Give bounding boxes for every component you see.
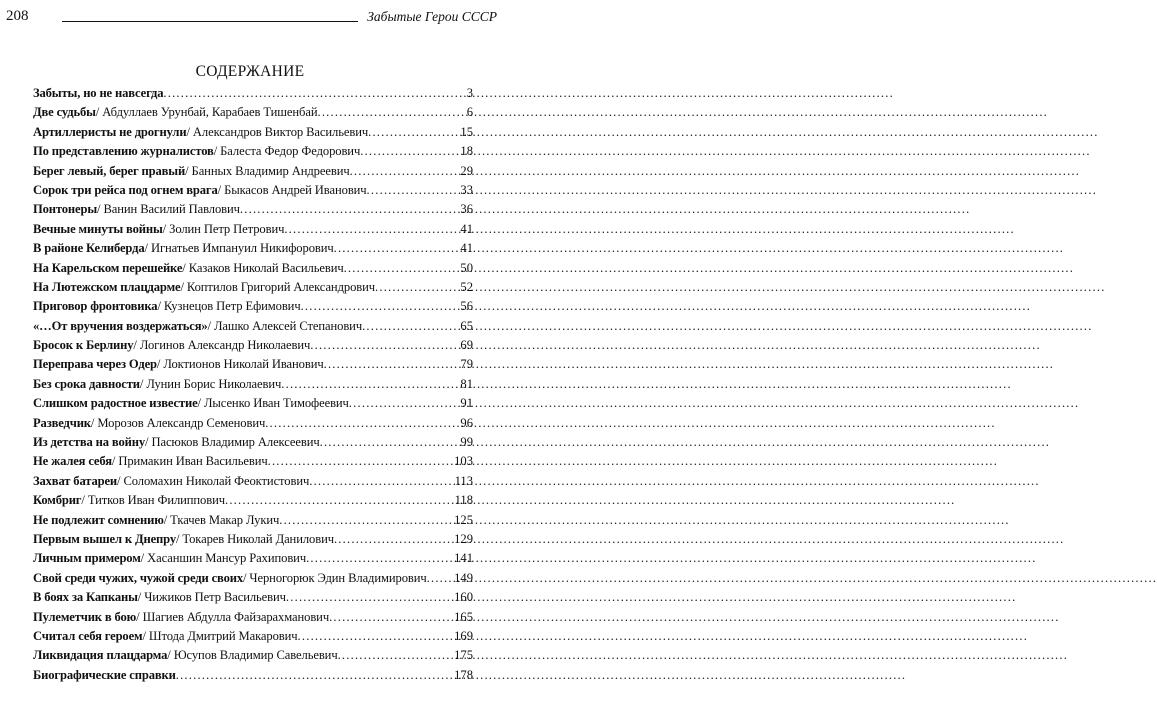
- toc-entry-text: [33, 181, 367, 200]
- toc-entry-author: / Ткачев Макар Лукич: [163, 512, 280, 527]
- toc-entry-author: / Лашко Алексей Степанович: [207, 318, 363, 333]
- toc-entry-text: [33, 627, 298, 646]
- toc-entry-author: / Штода Дмитрий Макарович: [142, 628, 298, 643]
- toc-entry[interactable]: [33, 181, 473, 200]
- toc-entry[interactable]: [33, 200, 473, 219]
- dot-leader: [163, 84, 465, 103]
- toc-entry[interactable]: [33, 549, 473, 568]
- toc-entry[interactable]: [33, 336, 473, 355]
- dot-leader: [320, 433, 460, 452]
- toc-entry[interactable]: [33, 220, 473, 239]
- toc-entry-text: [33, 103, 317, 122]
- toc-entry-page: 33: [460, 182, 473, 197]
- dot-leader: [350, 162, 460, 181]
- toc-entry-title: Личным примером: [33, 551, 141, 566]
- toc-entry[interactable]: [33, 608, 473, 627]
- toc-entry[interactable]: [33, 103, 473, 122]
- toc-entry-title: В районе Келиберда: [33, 241, 145, 256]
- toc-entry-text: [33, 472, 309, 491]
- toc-entry-page: 65: [460, 318, 473, 333]
- toc-entry-title: Вечные минуты войны: [33, 221, 163, 236]
- toc-entry-title: Переправа через Одер: [33, 357, 157, 372]
- toc-entry-text: [33, 259, 344, 278]
- toc-entry-title: «…От вручения воздержаться»: [33, 318, 208, 333]
- toc-entry-author: / Абдуллаев Урунбай, Карабаев Тишенбай: [95, 105, 318, 120]
- toc-entry-text: [33, 433, 320, 452]
- toc-entry-author: / Локтионов Николай Иванович: [156, 357, 324, 372]
- toc-entry-author: / Черногорюк Эдин Владимирович: [242, 570, 427, 585]
- toc-entry-author: / Чижиков Петр Васильевич: [137, 590, 286, 605]
- toc-entry-author: / Соломахин Николай Феоктистович: [117, 473, 310, 488]
- header-rule: [62, 21, 358, 22]
- toc-entry-text: [33, 666, 176, 685]
- dot-leader: [324, 355, 460, 374]
- toc-entry-title: Считал себя героем: [33, 628, 143, 643]
- toc-entry[interactable]: [33, 162, 473, 181]
- toc-entry[interactable]: [33, 297, 473, 316]
- toc-entry-title: Разведчик: [33, 415, 91, 430]
- toc-entry-text: [33, 278, 375, 297]
- toc-entry-text: [33, 220, 284, 239]
- toc-entry-page: 165: [454, 609, 473, 624]
- toc-entry-page: 15: [460, 124, 473, 139]
- toc-entry[interactable]: [33, 414, 473, 433]
- toc-entry[interactable]: [33, 355, 473, 374]
- toc-entry-text: [33, 317, 362, 336]
- toc-entry-author: / Морозов Александр Семенович: [90, 415, 266, 430]
- dot-leader: [334, 239, 460, 258]
- toc-entry[interactable]: [33, 259, 473, 278]
- toc-entry-page: 18: [460, 144, 473, 159]
- toc-entry-title: На Лютежском плацдарме: [33, 279, 181, 294]
- toc-entry-title: Приговор фронтовика: [33, 299, 158, 314]
- toc-entry-title: Без срока давности: [33, 376, 140, 391]
- toc-entry-page: 125: [454, 512, 473, 527]
- toc-entry[interactable]: [33, 452, 473, 471]
- dot-leader: [298, 627, 454, 646]
- dot-leader: [375, 278, 459, 297]
- toc-entry-page: 52: [460, 279, 473, 294]
- toc-entry-author: / Логинов Александр Николаевич: [133, 338, 311, 353]
- toc-entry-page: 56: [460, 299, 473, 314]
- toc-entry-title: Пулеметчик в бою: [33, 609, 137, 624]
- toc-entry[interactable]: [33, 530, 473, 549]
- toc-entry-title: Первым вышел к Днепру: [33, 531, 176, 546]
- toc-entry-text: [33, 297, 301, 316]
- toc-entry-text: [33, 394, 349, 413]
- toc-entry-author: / Юсупов Владимир Савельевич: [167, 648, 338, 663]
- toc-entry-page: 96: [460, 415, 473, 430]
- toc-entry-page: 3: [466, 86, 473, 100]
- toc-entry-author: / Токарев Николай Данилович: [175, 531, 334, 546]
- running-title: Забытые Герои СССР: [367, 9, 497, 24]
- toc-entry-page: 29: [460, 163, 473, 178]
- toc-list: [33, 84, 473, 685]
- toc-entry-author: / Банных Владимир Андреевич: [185, 163, 350, 178]
- toc-entry[interactable]: [33, 394, 473, 413]
- toc-entry[interactable]: [33, 142, 473, 161]
- dot-leader: [301, 297, 460, 316]
- dot-leader: [329, 608, 453, 627]
- toc-entry-page: 141: [454, 551, 473, 566]
- dot-leader: [362, 317, 459, 336]
- toc-entry-page: 69: [460, 338, 473, 353]
- dot-leader: [427, 569, 453, 588]
- toc-entry-page: 50: [460, 260, 473, 275]
- toc-entry-title: Две судьбы: [33, 105, 96, 120]
- toc-entry-text: [33, 239, 334, 258]
- toc-entry-text: [33, 84, 163, 103]
- toc-entry-author: / Лунин Борис Николаевич: [139, 376, 282, 391]
- toc-entry-text: [33, 200, 240, 219]
- toc-entry[interactable]: [33, 666, 473, 685]
- dot-leader: [309, 472, 453, 491]
- toc-entry-text: [33, 608, 329, 627]
- toc-entry-title: На Карельском перешейке: [33, 260, 183, 275]
- toc-entry-page: 118: [454, 493, 473, 508]
- toc-entry-title: Артиллеристы не дрогнули: [33, 124, 187, 139]
- toc-entry[interactable]: [33, 123, 473, 142]
- toc-entry-text: [33, 588, 286, 607]
- toc-entry-title: Комбриг: [33, 493, 82, 508]
- toc-entry-title: Понтонеры: [33, 202, 97, 217]
- toc-entry-author: / Пасюков Владимир Алексеевич: [145, 435, 320, 450]
- toc-entry-title: Ликвидация плацдарма: [33, 648, 168, 663]
- toc-entry-page: 41: [460, 221, 473, 236]
- toc-entry[interactable]: [33, 433, 473, 452]
- toc-entry-text: [33, 646, 338, 665]
- toc-entry-author: / Балеста Федор Федорович: [213, 144, 361, 159]
- toc-entry-page: 41: [460, 241, 473, 256]
- toc-entry-author: / Быкасов Андрей Иванович: [217, 182, 367, 197]
- toc-entry-title: Слишком радостное известие: [33, 396, 198, 411]
- toc-entry-page: 91: [460, 396, 473, 411]
- toc-entry[interactable]: [33, 569, 473, 588]
- toc-entry-author: / Золин Петр Петрович: [162, 221, 285, 236]
- toc-entry[interactable]: [33, 239, 473, 258]
- toc-entry-text: [33, 511, 279, 530]
- toc-entry[interactable]: [33, 627, 473, 646]
- dot-leader: [349, 394, 460, 413]
- page-header: [0, 0, 500, 40]
- toc-entry-author: / Шагиев Абдулла Файзарахманович: [136, 609, 330, 624]
- toc-entry-title: Забыты, но не навсегда: [33, 86, 164, 100]
- dot-leader: [176, 666, 453, 685]
- toc-entry-text: [33, 452, 268, 471]
- toc-entry-text: [33, 162, 350, 181]
- dot-leader: [334, 530, 453, 549]
- toc-entry[interactable]: [33, 375, 473, 394]
- toc-entry[interactable]: [33, 646, 473, 665]
- dot-leader: [240, 200, 460, 219]
- toc-entry-title: Биографические справки: [33, 667, 176, 682]
- toc-entry-text: [33, 491, 225, 510]
- toc-entry-author: / Лысенко Иван Тимофеевич: [197, 396, 349, 411]
- toc-entry-page: 6: [466, 105, 473, 120]
- dot-leader: [268, 452, 454, 471]
- dot-leader: [281, 375, 459, 394]
- toc-entry-text: [33, 530, 334, 549]
- toc-heading: СОДЕРЖАНИЕ: [195, 63, 305, 80]
- toc-entry-author: / Хасаншин Мансур Рахипович: [140, 551, 307, 566]
- toc-entry-text: [33, 336, 310, 355]
- toc-entry-title: Сорок три рейса под огнем врага: [33, 182, 218, 197]
- toc-entry-author: / Александров Виктор Васильевич: [186, 124, 369, 139]
- toc-entry-title: Бросок к Берлину: [33, 338, 134, 353]
- toc-entry-page: 103: [454, 454, 473, 469]
- dot-leader: [310, 336, 459, 355]
- toc-entry-page: 36: [460, 202, 473, 217]
- toc-entry-author: / Примакин Иван Васильевич: [111, 454, 268, 469]
- dot-leader: [367, 181, 460, 200]
- toc-entry-author: / Игнатьев Импануил Никифорович: [144, 241, 334, 256]
- toc-entry-title: Свой среди чужих, чужой среди своих: [33, 570, 243, 585]
- dot-leader: [279, 511, 453, 530]
- dot-leader: [360, 142, 459, 161]
- toc-entry-title: Не жалея себя: [33, 454, 112, 469]
- toc-entry[interactable]: [33, 491, 473, 510]
- toc-entry-page: 81: [460, 376, 473, 391]
- toc-entry-author: / Кузнецов Петр Ефимович: [157, 299, 301, 314]
- toc-entry[interactable]: [33, 84, 473, 103]
- dot-leader: [225, 491, 454, 510]
- toc-entry-page: 79: [460, 357, 473, 372]
- dot-leader: [306, 549, 453, 568]
- dot-leader: [368, 123, 459, 142]
- dot-leader: [265, 414, 459, 433]
- toc-entry-page: 160: [454, 590, 473, 605]
- toc-entry-author: / Ванин Василий Павлович: [97, 202, 240, 217]
- toc-entry[interactable]: [33, 317, 473, 336]
- toc-entry-text: [33, 414, 265, 433]
- toc-entry[interactable]: [33, 588, 473, 607]
- toc-entry[interactable]: [33, 511, 473, 530]
- dot-leader: [344, 259, 460, 278]
- dot-leader: [317, 103, 465, 122]
- toc-entry-page: 113: [454, 473, 473, 488]
- toc-entry[interactable]: [33, 472, 473, 491]
- page-number: 208: [6, 8, 29, 24]
- toc-entry-page: 99: [460, 435, 473, 450]
- toc-entry-page: 129: [454, 531, 473, 546]
- toc-entry-text: [33, 549, 306, 568]
- toc-entry-text: [33, 569, 427, 588]
- toc-entry-text: [33, 375, 281, 394]
- toc-entry-title: Берег левый, берег правый: [33, 163, 186, 178]
- toc-entry-title: Не подлежит сомнению: [33, 512, 164, 527]
- toc-entry-page: 169: [454, 628, 473, 643]
- toc-entry-author: / Коптилов Григорий Александрович: [180, 279, 375, 294]
- dot-leader: [338, 646, 454, 665]
- toc-entry-title: В боях за Капканы: [33, 590, 138, 605]
- toc-entry-text: [33, 123, 368, 142]
- toc-entry[interactable]: [33, 278, 473, 297]
- toc-entry-page: 175: [454, 648, 473, 663]
- toc-entry-page: 149: [454, 570, 473, 585]
- dot-leader: [286, 588, 453, 607]
- toc-entry-text: [33, 355, 324, 374]
- toc-entry-title: Из детства на войну: [33, 435, 146, 450]
- toc-entry-title: Захват батареи: [33, 473, 118, 488]
- toc-entry-author: / Титков Иван Филиппович: [81, 493, 225, 508]
- toc-entry-text: [33, 142, 360, 161]
- toc-entry-page: 178: [454, 667, 473, 682]
- toc-entry-title: По представлению журналистов: [33, 144, 214, 159]
- toc-entry-author: / Казаков Николай Васильевич: [182, 260, 344, 275]
- dot-leader: [284, 220, 459, 239]
